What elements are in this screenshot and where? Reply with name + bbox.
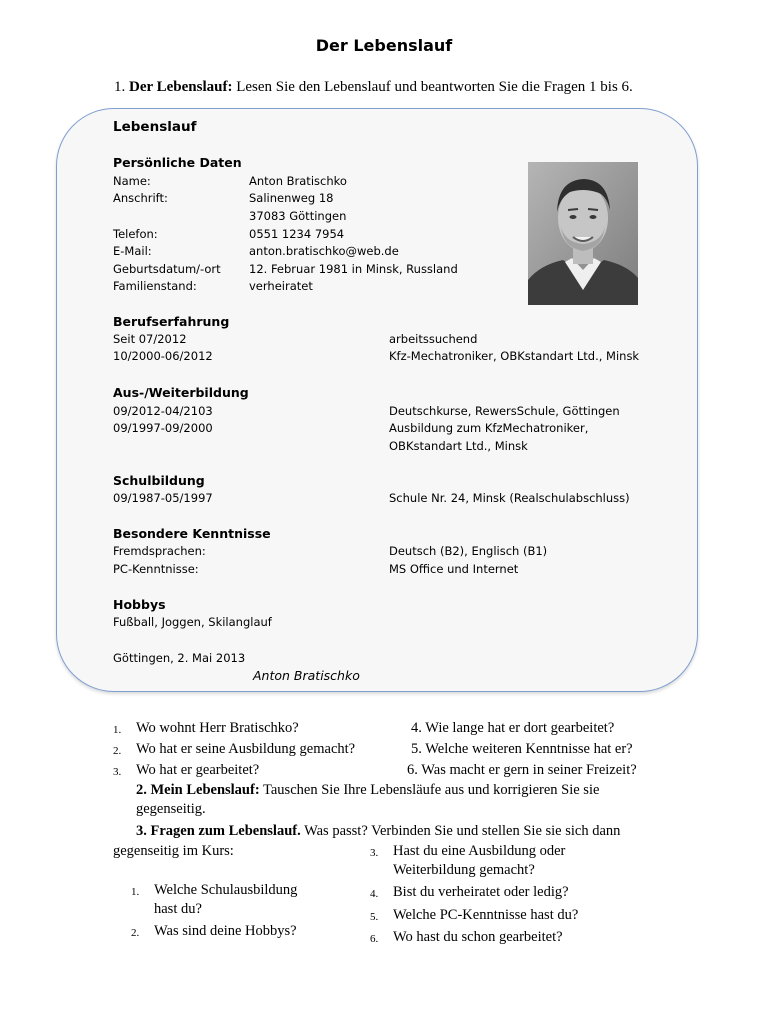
education-heading: Aus-/Weiterbildung — [113, 385, 249, 400]
question-number: 6. — [370, 933, 379, 945]
cv-label: Telefon: — [113, 227, 158, 241]
cv-value: Ausbildung zum KfzMechatroniker, — [389, 421, 589, 435]
cv-value: verheiratet — [249, 279, 313, 293]
cv-label: Familienstand: — [113, 279, 197, 293]
question-item: 4. Wie lange hat er dort gearbeitet? — [411, 720, 615, 736]
question-item: Wo hat er seine Ausbildung gemacht? — [136, 741, 356, 757]
question-number: 1. — [131, 886, 140, 898]
task-2-continuation: gegenseitig. — [136, 801, 206, 817]
hobbies-text: Fußball, Joggen, Skilanglauf — [113, 615, 272, 629]
question-item: Welche Schulausbildung — [154, 882, 298, 898]
task-2-text: Tauschen Sie Ihre Lebensläufe aus und korrigieren Sie sie — [259, 782, 600, 798]
portrait-illustration — [528, 162, 638, 305]
task-1-number: 1. — [114, 79, 126, 95]
question-item: Hast du eine Ausbildung oder — [393, 843, 566, 859]
cv-label: Anschrift: — [113, 191, 168, 205]
question-item: 6. Was macht er gern in seiner Freizeit? — [407, 762, 637, 778]
question-number: 5. — [370, 911, 379, 923]
cv-value: Anton Bratischko — [249, 174, 347, 188]
question-item: Was sind deine Hobbys? — [154, 923, 297, 939]
personal-heading: Persönliche Daten — [113, 155, 242, 170]
question-item: 5. Welche weiteren Kenntnisse hat er? — [411, 741, 633, 757]
cv-value: Kfz-Mechatroniker, OBKstandart Ltd., Minsk — [389, 349, 640, 363]
task-1-bold: Der Lebenslauf: — [129, 79, 233, 95]
question-item: Wo hast du schon gearbeitet? — [393, 929, 563, 945]
question-number: 3. — [113, 766, 122, 778]
cv-label: E-Mail: — [113, 244, 152, 258]
hobbies-heading: Hobbys — [113, 597, 166, 612]
question-number: 3. — [370, 847, 379, 859]
question-item: Wo hat er gearbeitet? — [136, 762, 260, 778]
cv-label: Name: — [113, 174, 151, 188]
task-1-instruction — [114, 79, 633, 96]
cv-label: 09/1997-09/2000 — [113, 421, 213, 435]
task-3-continuation: gegenseitig im Kurs: — [113, 843, 234, 859]
question-number: 2. — [131, 927, 140, 939]
task-3-bold: 3. Fragen zum Lebenslauf. — [136, 823, 301, 839]
cv-value: Deutschkurse, RewersSchule, Göttingen — [389, 404, 620, 418]
cv-label: 09/1987-05/1997 — [113, 491, 213, 505]
page-title: Der Lebenslauf — [315, 36, 453, 55]
cv-label: PC-Kenntnisse: — [113, 562, 199, 576]
cv-value: Deutsch (B2), Englisch (B1) — [389, 544, 548, 558]
cv-heading: Lebenslauf — [113, 119, 197, 135]
task-2-bold: 2. Mein Lebenslauf: — [136, 782, 260, 798]
task-3-instruction — [136, 823, 620, 840]
question-item-continuation: hast du? — [154, 901, 202, 917]
cv-value: OBKstandart Ltd., Minsk — [389, 439, 528, 453]
question-item: Welche PC-Kenntnisse hast du? — [393, 907, 579, 923]
question-number: 2. — [113, 745, 122, 757]
portrait-photo — [528, 162, 638, 305]
question-item-continuation: Weiterbildung gemacht? — [393, 862, 535, 878]
work-heading: Berufserfahrung — [113, 314, 230, 329]
task-2-instruction — [136, 782, 599, 799]
question-item: Wo wohnt Herr Bratischko? — [136, 720, 299, 736]
school-heading: Schulbildung — [113, 473, 205, 488]
cv-value: anton.bratischko@web.de — [249, 244, 399, 258]
cv-value: 37083 Göttingen — [249, 209, 347, 223]
place-date: Göttingen, 2. Mai 2013 — [113, 651, 246, 665]
cv-value: 0551 1234 7954 — [249, 227, 345, 241]
task-3-text: Was passt? Verbinden Sie und stellen Sie sie sich dann — [300, 823, 621, 839]
cv-label: Geburtsdatum/-ort — [113, 262, 221, 276]
cv-label: 10/2000-06/2012 — [113, 349, 213, 363]
question-number: 4. — [370, 888, 379, 900]
cv-value: Salinenweg 18 — [249, 191, 334, 205]
cv-value: 12. Februar 1981 in Minsk, Russland — [249, 262, 458, 276]
cv-label: 09/2012-04/2103 — [113, 404, 213, 418]
skills-heading: Besondere Kenntnisse — [113, 526, 271, 541]
cv-label: Seit 07/2012 — [113, 332, 187, 346]
cv-value: arbeitssuchend — [389, 332, 478, 346]
cv-label: Fremdsprachen: — [113, 544, 206, 558]
question-item: Bist du verheiratet oder ledig? — [393, 884, 569, 900]
cv-value: MS Office und Internet — [389, 562, 519, 576]
task-1-text: Lesen Sie den Lebenslauf und beantworten Sie die Fragen 1 bis 6. — [232, 79, 633, 95]
question-number: 1. — [113, 724, 122, 736]
signature: Anton Bratischko — [253, 668, 360, 683]
cv-value: Schule Nr. 24, Minsk (Realschulabschluss) — [389, 491, 630, 505]
